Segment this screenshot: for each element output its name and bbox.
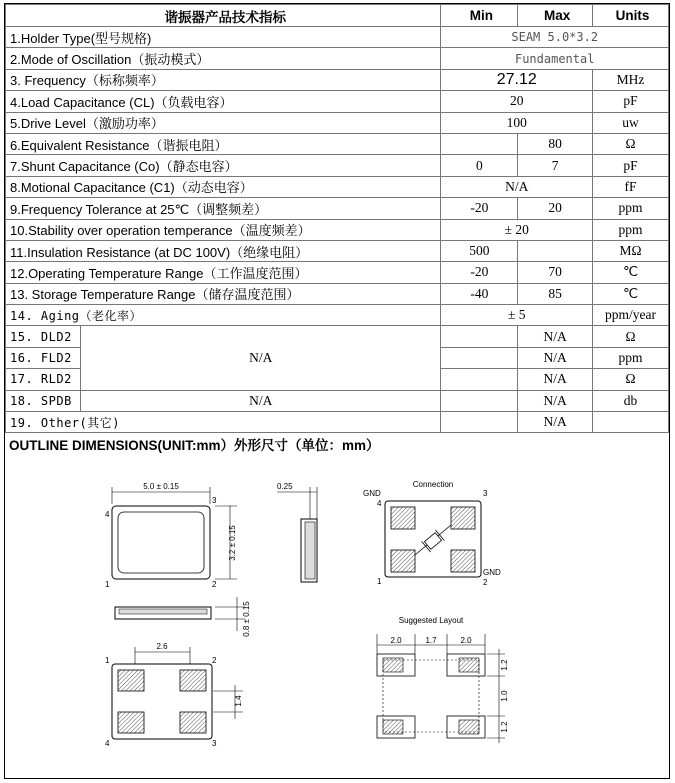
suggested-layout xyxy=(377,616,509,743)
table-row xyxy=(6,48,669,69)
param-label: 19. Other(其它) xyxy=(6,412,441,433)
param-label: 9.Frequency Tolerance at 25℃（调整频差） xyxy=(6,198,441,219)
pin-label: 3 xyxy=(483,489,488,498)
param-label: 8.Motional Capacitance (C1)（动态电容） xyxy=(6,176,441,197)
thickness-label: 0.8 ± 0.15 xyxy=(242,601,251,637)
pad-pitch-label: 2.6 xyxy=(156,642,168,651)
param-unit: db xyxy=(593,390,669,411)
table-row xyxy=(6,112,669,133)
param-max: 7 xyxy=(518,155,593,176)
pin-label: 4 xyxy=(105,739,110,748)
pin-label: 4 xyxy=(105,510,110,519)
param-unit: Ω xyxy=(593,369,669,390)
table-row xyxy=(6,390,669,411)
param-unit: ppm xyxy=(593,198,669,219)
param-unit: ℃ xyxy=(593,283,669,304)
pin-label: 1 xyxy=(105,580,110,589)
param-unit: pF xyxy=(593,91,669,112)
param-label: 10.Stability over operation temperance（温度频差） xyxy=(6,219,441,240)
spec-sheet xyxy=(4,3,670,779)
param-max xyxy=(518,240,593,261)
param-label: 18. SPDB xyxy=(6,390,81,411)
table-row xyxy=(6,27,669,48)
pin-label: 3 xyxy=(212,496,217,505)
table-row xyxy=(6,155,669,176)
param-unit: MΩ xyxy=(593,240,669,261)
table-header xyxy=(6,5,669,27)
param-unit xyxy=(593,412,669,433)
param-unit: Ω xyxy=(593,133,669,154)
param-value: SEAM 5.0*3.2 xyxy=(441,27,669,48)
param-value: ± 20 xyxy=(441,219,593,240)
table-row xyxy=(6,326,669,347)
param-max: N/A xyxy=(518,412,593,433)
param-label: 5.Drive Level（激励功率） xyxy=(6,112,441,133)
param-label: 15. DLD2 xyxy=(6,326,81,347)
connection-view xyxy=(363,480,501,587)
layout-dim: 1.2 xyxy=(500,659,509,671)
pin-label: 3 xyxy=(212,739,217,748)
layout-dim: 2.0 xyxy=(390,636,402,645)
front-view xyxy=(115,597,251,637)
top-view xyxy=(105,482,237,589)
layout-dim: 1.7 xyxy=(425,636,437,645)
layout-title: Suggested Layout xyxy=(398,616,464,625)
pad-gap-label: 1.4 xyxy=(234,695,243,707)
param-value: 27.12 xyxy=(441,69,593,90)
param-unit: ppm xyxy=(593,219,669,240)
bottom-view xyxy=(105,642,243,748)
layout-dim: 2.0 xyxy=(460,636,472,645)
table-row xyxy=(6,133,669,154)
param-max: 70 xyxy=(518,262,593,283)
param-value: 20 xyxy=(441,91,593,112)
layout-dim: 1.0 xyxy=(500,690,509,702)
param-min: -20 xyxy=(441,198,518,219)
pin-label: 2 xyxy=(483,578,488,587)
side-view xyxy=(277,482,317,582)
param-unit: ℃ xyxy=(593,262,669,283)
param-label: 6.Equivalent Resistance（谐振电阻） xyxy=(6,133,441,154)
param-label: 16. FLD2 xyxy=(6,347,81,368)
table-row xyxy=(6,262,669,283)
spec-table xyxy=(5,4,669,433)
param-unit: ppm/year xyxy=(593,305,669,326)
table-row xyxy=(6,219,669,240)
gnd-label: GND xyxy=(363,489,381,498)
pin-label: 2 xyxy=(212,580,217,589)
param-max: N/A xyxy=(518,369,593,390)
param-label: 7.Shunt Capacitance (Co)（静态电容） xyxy=(6,155,441,176)
table-row xyxy=(6,412,669,433)
layout-dim: 1.2 xyxy=(500,721,509,733)
pin-label: 1 xyxy=(105,656,110,665)
param-label: 4.Load Capacitance (CL)（负载电容） xyxy=(6,91,441,112)
param-label: 17. RLD2 xyxy=(6,369,81,390)
header-max: Max xyxy=(518,5,593,27)
param-label: 2.Mode of Oscillation（振动模式） xyxy=(6,48,441,69)
height-label: 3.2 ± 0.15 xyxy=(228,525,237,561)
table-row xyxy=(6,198,669,219)
param-unit: ppm xyxy=(593,347,669,368)
param-value: 100 xyxy=(441,112,593,133)
outline-drawings xyxy=(5,459,669,779)
param-unit: uw xyxy=(593,112,669,133)
param-min: -40 xyxy=(441,283,518,304)
table-row xyxy=(6,91,669,112)
param-max: 80 xyxy=(518,133,593,154)
header-min: Min xyxy=(441,5,518,27)
table-row xyxy=(6,176,669,197)
param-min xyxy=(441,133,518,154)
param-label: 12.Operating Temperature Range（工作温度范围） xyxy=(6,262,441,283)
header-title: 谐振器产品技术指标 xyxy=(6,5,441,27)
param-unit: Ω xyxy=(593,326,669,347)
param-label: 14. Aging（老化率） xyxy=(6,305,441,326)
param-label: 13. Storage Temperature Range（储存温度范围） xyxy=(6,283,441,304)
param-min: -20 xyxy=(441,262,518,283)
connection-title: Connection xyxy=(412,480,454,489)
width-label: 5.0 ± 0.15 xyxy=(143,482,179,491)
param-value: ± 5 xyxy=(441,305,593,326)
param-min: 500 xyxy=(441,240,518,261)
param-value: N/A xyxy=(441,176,593,197)
param-max: 85 xyxy=(518,283,593,304)
pin-label: 4 xyxy=(377,499,382,508)
param-label: 11.Insulation Resistance (at DC 100V)（绝缘电阻） xyxy=(6,240,441,261)
param-value: Fundamental xyxy=(441,48,669,69)
thickness-top-label: 0.25 xyxy=(277,482,293,491)
gnd-label: GND xyxy=(483,568,501,577)
pin-label: 2 xyxy=(212,656,217,665)
header-units: Units xyxy=(593,5,669,27)
param-unit: pF xyxy=(593,155,669,176)
table-row xyxy=(6,240,669,261)
table-row xyxy=(6,69,669,90)
param-max: N/A xyxy=(518,326,593,347)
param-min: 0 xyxy=(441,155,518,176)
param-unit: MHz xyxy=(593,69,669,90)
merged-na: N/A xyxy=(80,326,440,390)
param-max: N/A xyxy=(518,390,593,411)
merged-na: N/A xyxy=(80,390,440,411)
table-row xyxy=(6,305,669,326)
table-row xyxy=(6,283,669,304)
param-max: N/A xyxy=(518,347,593,368)
outline-title: OUTLINE DIMENSIONS(UNIT:mm）外形尺寸（单位：mm） xyxy=(9,438,380,453)
param-label: 3. Frequency（标称频率） xyxy=(6,69,441,90)
param-label: 1.Holder Type(型号规格) xyxy=(6,27,441,48)
param-unit: fF xyxy=(593,176,669,197)
pin-label: 1 xyxy=(377,577,382,586)
param-max: 20 xyxy=(518,198,593,219)
